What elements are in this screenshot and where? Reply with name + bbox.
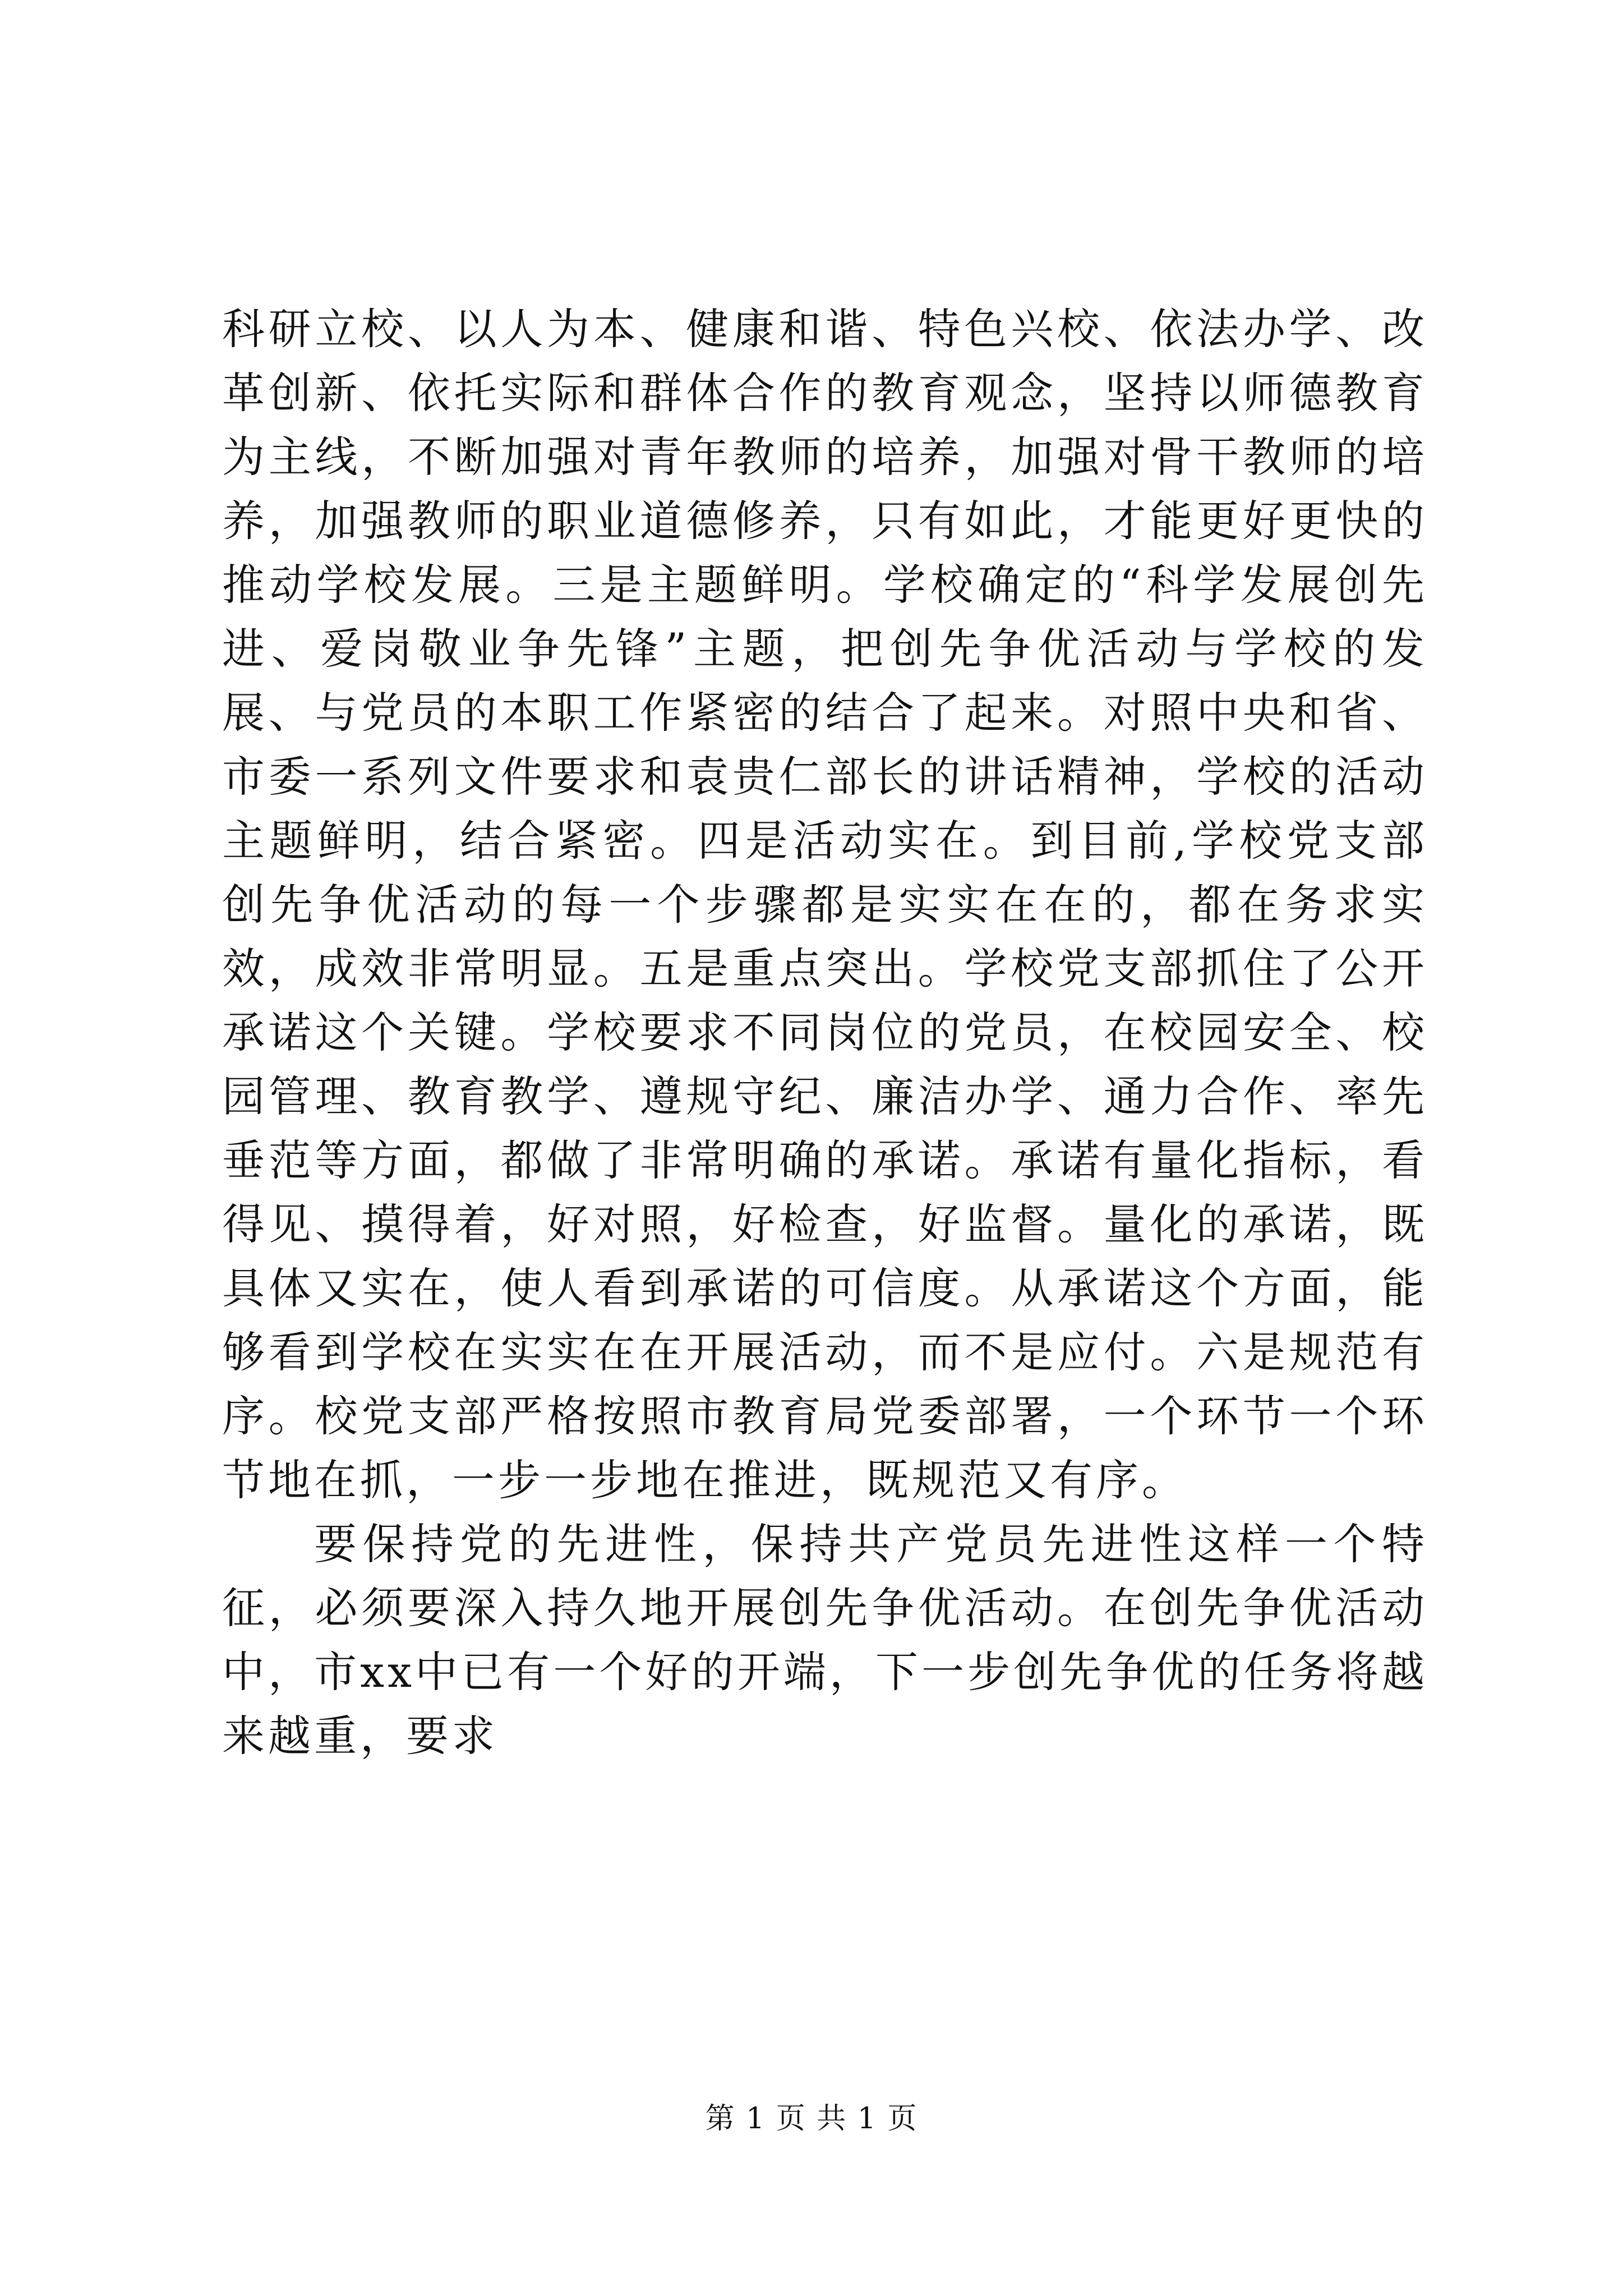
body-paragraph: 要保持党的先进性，保持共产党员先进性这样一个特征，必须要深入持久地开展创先争优活动。在创先争优活动中，市xx中已有一个好的开端，下一步创先争优的任务将越来越重，要求 [222, 1519, 1428, 1761]
page-footer: 第 1 页 共 1 页 [705, 2102, 918, 2136]
body-paragraph-continued: 科研立校、以人为本、健康和谐、特色兴校、依法办学、改革创新、依托实际和群体合作的教育观念，坚持以师德教育为主线，不断加强对青年教师的培养，加强对骨干教师的培养，加强教师的职业道德修养，只有如此，才能更好更快的推动学校发展。三是主题鲜明。学校确定的“科学发展创先进、爱岗敬业争先锋”主题，把创先争优活动与学校的发展、与党员的本职工作紧密的结合了起来。对照中央和省、市委一系列文件要求和袁贵仁部长的讲话精神，学校的活动主题鲜明，结合紧密。四是活动实在。到目前,学校党支部创先争优活动的每一个步骤都是实实在在的，都在务求实效，成效非常明显。五是重点突出。学校党支部抓住了公开承诺这个关键。学校要求不同岗位的党员，在校园安全、校园管理、教育教学、遵规守纪、廉洁办学、通力合作、率先垂范等方面，都做了非常明确的承诺。承诺有量化指标，看得见、摸得着，好对照，好检查，好监督。量化的承诺，既具体又实在，使人看到承诺的可信度。从承诺这个方面，能够看到学校在实实在在开展活动，而不是应付。六是规范有序。校党支部严格按照市教育局党委部署，一个环节一个环节地在抓，一步一步地在推进，既规范又有序。 [222, 304, 1428, 1505]
document-body [222, 297, 1428, 1768]
